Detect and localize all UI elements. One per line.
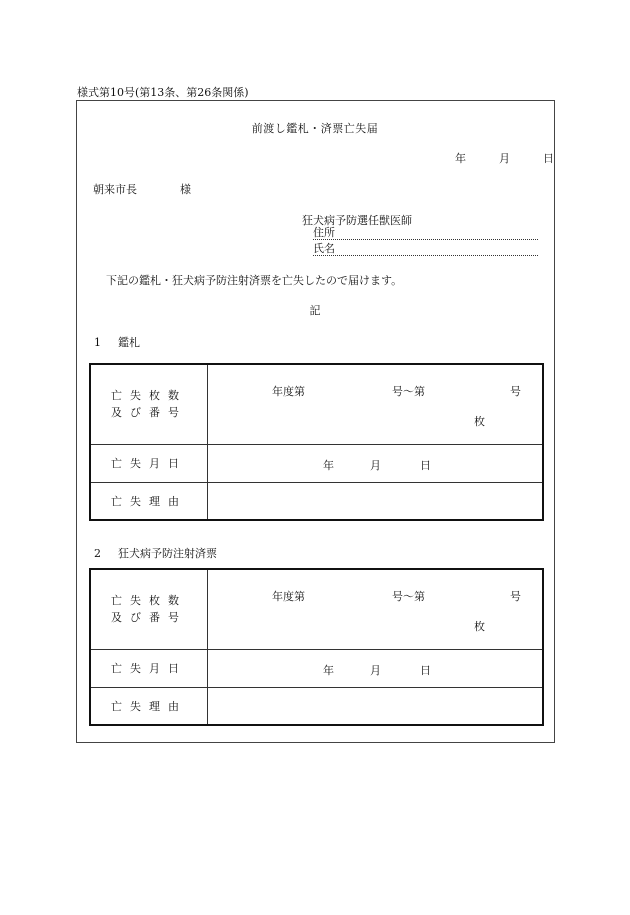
- name-field[interactable]: [313, 241, 538, 256]
- lead-text: 下記の鑑札・狂犬病予防注射済票を亡失したので届けます。: [106, 274, 403, 287]
- lost-reason-field[interactable]: [208, 687, 544, 725]
- vet-title: 狂犬病予防選任獣医師: [302, 214, 412, 227]
- submission-date: [455, 150, 554, 166]
- lost-date-field[interactable]: [208, 649, 544, 687]
- date-year: 年: [455, 152, 466, 165]
- section-number: 2: [94, 547, 101, 560]
- lost-month: 月: [370, 663, 381, 677]
- lost-year: 年: [323, 663, 334, 677]
- lost-day: 日: [420, 458, 431, 472]
- label-line: 及び番号: [111, 406, 187, 420]
- count-and-number-field[interactable]: [208, 364, 544, 444]
- section-title: 鑑札: [118, 336, 140, 349]
- lost-month: 月: [370, 458, 381, 472]
- section-1-table: [89, 363, 544, 521]
- lost-reason-field[interactable]: [208, 482, 544, 520]
- mai-label: 枚: [474, 415, 485, 428]
- form-number-label: 様式第10号(第13条、第26条関係): [77, 86, 249, 99]
- addressee-honorific: 様: [180, 183, 191, 196]
- lost-reason-label: 亡失理由: [90, 687, 208, 725]
- count-and-number-label: [90, 569, 208, 649]
- section-2-table: [89, 568, 544, 726]
- nendo-label: 年度第: [272, 385, 305, 398]
- go-tilde-label: 号～第: [392, 590, 425, 603]
- lost-year: 年: [323, 458, 334, 472]
- label-line: 亡失枚数: [111, 594, 187, 608]
- addressee-name: 朝来市長: [93, 183, 137, 196]
- section-title: 狂犬病予防注射済票: [118, 547, 217, 560]
- date-month: 月: [499, 152, 510, 165]
- form-title: 前渡し鑑札・済票亡失届: [251, 122, 379, 135]
- lost-date-field[interactable]: [208, 444, 544, 482]
- count-and-number-field[interactable]: [208, 569, 544, 649]
- section-2-heading: [94, 545, 217, 561]
- section-1-heading: [94, 334, 140, 350]
- date-day: 日: [543, 152, 554, 165]
- address-label: 住所: [313, 226, 335, 239]
- mai-label: 枚: [474, 620, 485, 633]
- count-and-number-label: [90, 364, 208, 444]
- go-label: 号: [510, 590, 521, 603]
- go-label: 号: [510, 385, 521, 398]
- lost-day: 日: [420, 663, 431, 677]
- nendo-label: 年度第: [272, 590, 305, 603]
- ki-label: 記: [309, 304, 321, 317]
- lost-date-label: 亡失月日: [90, 444, 208, 482]
- name-label: 氏名: [313, 242, 335, 255]
- label-line: 亡失枚数: [111, 389, 187, 403]
- address-field[interactable]: [313, 225, 538, 240]
- go-tilde-label: 号～第: [392, 385, 425, 398]
- label-line: 及び番号: [111, 611, 187, 625]
- addressee: [93, 181, 191, 197]
- section-number: 1: [94, 336, 101, 349]
- lost-date-label: 亡失月日: [90, 649, 208, 687]
- lost-reason-label: 亡失理由: [90, 482, 208, 520]
